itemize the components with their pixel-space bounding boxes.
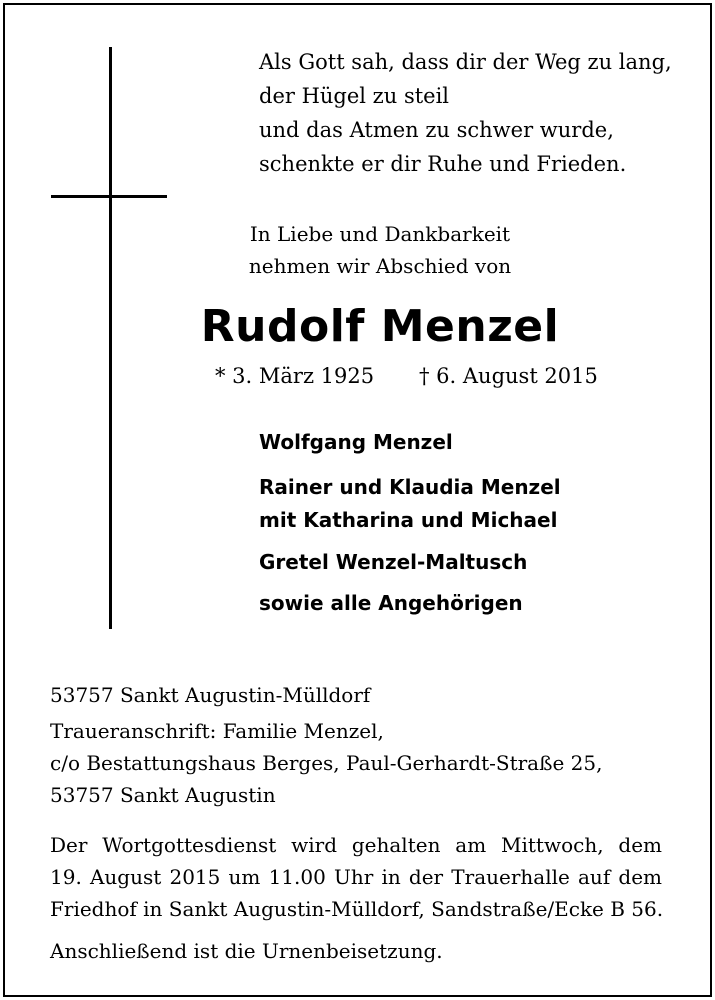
service-line: 19. August 2015 um 11.00 Uhr in der Trauerhalle auf dem [50,865,662,889]
mourner: mit Katharina und Michael [259,508,558,532]
intro-line: nehmen wir Abschied von [248,254,512,278]
mourner: Gretel Wenzel-Maltusch [259,550,528,574]
mourner: Wolfgang Menzel [259,430,453,454]
poem-line: schenkte er dir Ruhe und Frieden. [259,152,627,176]
service-line: Friedhof in Sankt Augustin-Mülldorf, Sandstraße/Ecke B 56. [50,897,664,921]
service-info [50,829,662,925]
mourning-address [50,715,662,811]
poem-line: und das Atmen zu schwer wurde, [259,118,614,142]
cross-vertical-bar [109,47,112,629]
place-line: 53757 Sankt Augustin-Mülldorf [50,683,371,707]
urn-burial-note: Anschließend ist die Urnenbeisetzung. [50,939,443,963]
intro-text [205,218,555,282]
mourner: sowie alle Angehörigen [259,591,523,615]
death-date: † 6. August 2015 [419,364,598,388]
poem-line: der Hügel zu steil [259,84,450,108]
address-line: Traueranschrift: Familie Menzel, [50,719,384,743]
deceased-name: Rudolf Menzel [200,301,560,352]
birth-date: * 3. März 1925 [215,364,375,388]
service-line: Der Wortgottesdienst wird gehalten am Mittwoch, dem [50,833,662,857]
intro-line: In Liebe und Dankbarkeit [249,222,511,246]
cross-horizontal-bar [51,195,167,198]
poem-line: Als Gott sah, dass dir der Weg zu lang, [259,50,672,74]
obituary-notice [3,3,712,997]
mourner: Rainer und Klaudia Menzel [259,475,561,499]
poem [259,45,672,181]
address-line: 53757 Sankt Augustin [50,783,276,807]
address-line: c/o Bestattungshaus Berges, Paul-Gerhardt-Straße 25, [50,751,603,775]
